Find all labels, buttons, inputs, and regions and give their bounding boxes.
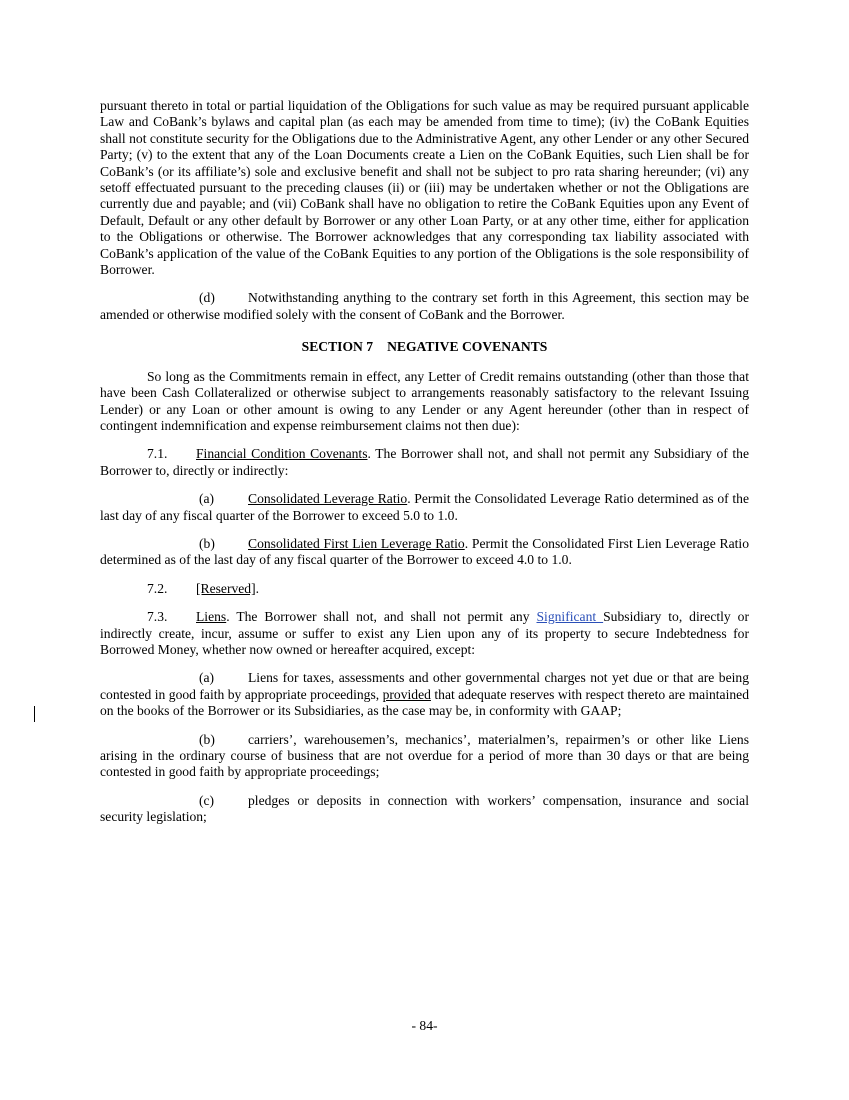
section-7-3-b-text: carriers’, warehousemen’s, mechanics’, materialmen’s, repairmen’s or other like Liens arising in the ordinary course of business that are not overdue for a period of more than 30 days or that are being contested in good faith by appropriate proceedings;	[100, 731, 749, 780]
section-7-2-end: .	[255, 580, 260, 596]
section-7-3-title: Liens	[196, 609, 227, 625]
section-7-3-a-text-before: Liens for taxes, assessments and other governmental charges not yet due or that are being contested in good faith by appropriate proceedings,	[100, 670, 749, 702]
section-7-1-b-label: (b)	[199, 535, 215, 551]
section-7-3-c-paragraph	[100, 793, 749, 826]
clause-d-text: Notwithstanding anything to the contrary set forth in this Agreement, this section may be amended or otherwise modified solely with the consent of CoBank and the Borrower.	[100, 290, 749, 322]
section-heading	[100, 339, 749, 355]
clause-d-label: (d)	[199, 290, 215, 306]
section-title: NEGATIVE COVENANTS	[387, 339, 548, 355]
section-7-3-a-text-after: that adequate reserves with respect thereto are maintained on the books of the Borrower or its Subsidiaries, as the case may be, in conformity with GAAP;	[100, 686, 749, 719]
page-number: - 84-	[411, 1018, 438, 1033]
section-7-1-b-title: Consolidated First Lien Leverage Ratio	[248, 535, 465, 551]
section-7-2-number: 7.2.	[147, 580, 168, 596]
section-7-3-b-label: (b)	[199, 731, 215, 747]
continuation-paragraph: pursuant thereto in total or partial liquidation of the Obligations for such value as may be required pursuant applicable Law and CoBank’s bylaws and capital plan (as each may be amended from time to time); (iv) the CoBank Equities shall not constitute security for the Obligations due to the Administrative Agent, any other Lender or any other Secured Party; (v) to the extent that any of the Loan Documents create a Lien on the CoBank Equities, such Lien shall be for CoBank’s (or its affiliate’s) sole and exclusive benefit and shall not be subject to pro rata sharing hereunder; (vi) any setoff effectuated pursuant to the preceding clauses (ii) or (iii) may be undertaken whether or not the Obligations are currently due and payable; and (vii) CoBank shall have no obligation to retire the CoBank Equities upon any Event of Default, Default or any other default by Borrower or any other Loan Party, or at any other time, either for application to the Obligations or otherwise. The Borrower acknowledges that any corresponding tax liability associated with CoBank’s application of the value of the CoBank Equities to any portion of the Obligations is the sole responsibility of Borrower.	[100, 98, 749, 278]
intro-paragraph: So long as the Commitments remain in effect, any Letter of Credit remains outstanding (other than those that have been Cash Collateralized or otherwise subject to arrangements reasonably satisfactory to the relevant Issuing Lender) or any Loan or other amount is owing to any Lender or any Agent hereunder (other than in respect of contingent indemnification and expense reimbursement claims not then due):	[100, 368, 749, 433]
section-7-3-number: 7.3.	[147, 609, 168, 625]
document-body	[100, 98, 749, 826]
section-7-1-title: Financial Condition Covenants	[196, 446, 368, 462]
section-7-3-a-label: (a)	[199, 670, 215, 686]
section-7-1-a-paragraph	[100, 491, 749, 524]
section-7-3-b-paragraph	[100, 732, 749, 781]
section-7-3-c-text: pledges or deposits in connection with workers’ compensation, insurance and social security legislation;	[100, 792, 749, 825]
section-7-3-c-label: (c)	[199, 792, 215, 808]
section-7-1-text: . The Borrower shall not, and shall not permit any Subsidiary of the Borrower to, directly or indirectly:	[100, 446, 749, 478]
section-7-1-a-label: (a)	[199, 491, 215, 507]
clause-d-paragraph	[100, 290, 749, 323]
revision-change-bar	[34, 706, 35, 722]
section-7-2-title: [Reserved]	[196, 580, 256, 596]
inserted-text-significant[interactable]: Significant	[536, 609, 604, 625]
section-7-3-paragraph	[100, 609, 749, 658]
section-7-1-a-text: . Permit the Consolidated Leverage Ratio determined as of the last day of any fiscal quarter of the Borrower to exceed 5.0 to 1.0.	[100, 491, 750, 523]
section-7-3-a-paragraph	[100, 670, 749, 719]
section-7-1-number: 7.1.	[147, 446, 168, 462]
section-number: SECTION 7	[301, 339, 374, 355]
section-7-3-a-provided: provided	[382, 686, 431, 702]
section-7-1-paragraph	[100, 446, 749, 479]
section-7-3-text-after: Subsidiary to, directly or indirectly create, incur, assume or suffer to exist any Lien upon any of its property to secure Indebtedness for Borrowed Money, whether now owned or hereafter acquired, except:	[100, 609, 749, 657]
section-7-3-text-before: . The Borrower shall not, and shall not permit any	[226, 609, 537, 625]
section-7-1-b-paragraph	[100, 536, 749, 569]
section-7-1-a-title: Consolidated Leverage Ratio	[248, 491, 408, 507]
section-7-1-b-text: . Permit the Consolidated First Lien Leverage Ratio determined as of the last day of any fiscal quarter of the Borrower to exceed 4.0 to 1.0.	[100, 535, 749, 568]
section-7-2-paragraph	[100, 581, 749, 597]
